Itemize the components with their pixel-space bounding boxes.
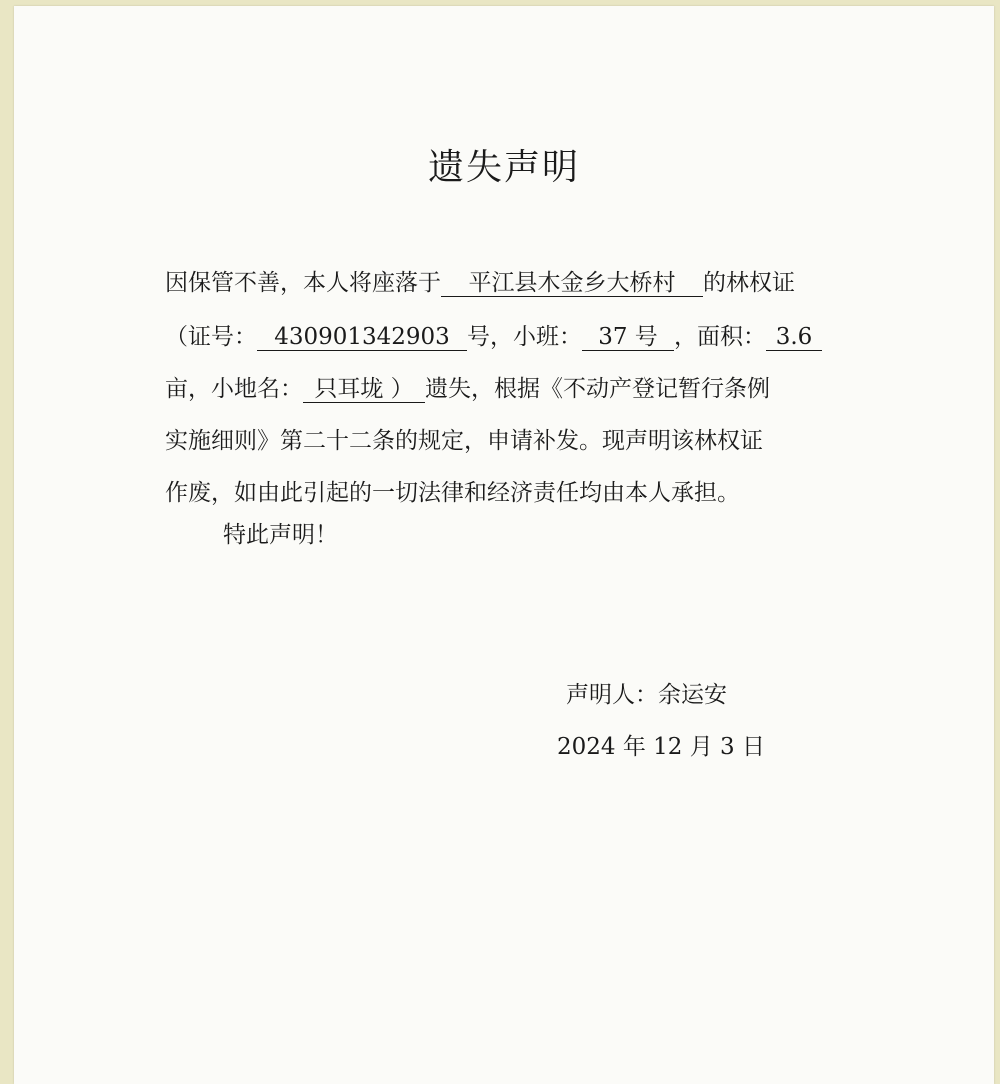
location-field: 平江县木金乡大桥村 (441, 270, 703, 297)
document-page (14, 6, 994, 1084)
line1-prefix: 因保管不善，本人将座落于 (165, 270, 441, 296)
cert-number-field: 430901342903 (257, 324, 467, 351)
declaration-date: 2024 年 12 月 3 日 (557, 734, 765, 760)
declarant-signature: 声明人：余运安 (566, 682, 727, 708)
area-value-field: 3.6 (766, 324, 822, 351)
body-line-2 (165, 322, 822, 352)
body-line-5: 作废，如由此引起的一切法律和经济责任均由本人承担。 (165, 480, 740, 506)
closing-statement: 特此声明！ (223, 522, 338, 548)
after-cert-label: 号，小班： (467, 324, 582, 350)
line3-suffix: 遗失，根据《不动产登记暂行条例 (425, 376, 770, 402)
plot-number-field: 37 号 (582, 324, 674, 351)
body-line-3 (165, 374, 770, 404)
place-name-field: 只耳垅 ） (303, 376, 425, 403)
cert-label: （证号： (165, 324, 257, 350)
body-line-1 (165, 268, 795, 298)
document-title: 遗失声明 (427, 147, 580, 188)
unit-label: 亩，小地名： (165, 376, 303, 402)
body-line-4: 实施细则》第二十二条的规定，申请补发。现声明该林权证 (165, 428, 763, 454)
area-label: ，面积： (674, 324, 766, 350)
line1-suffix: 的林权证 (703, 270, 795, 296)
